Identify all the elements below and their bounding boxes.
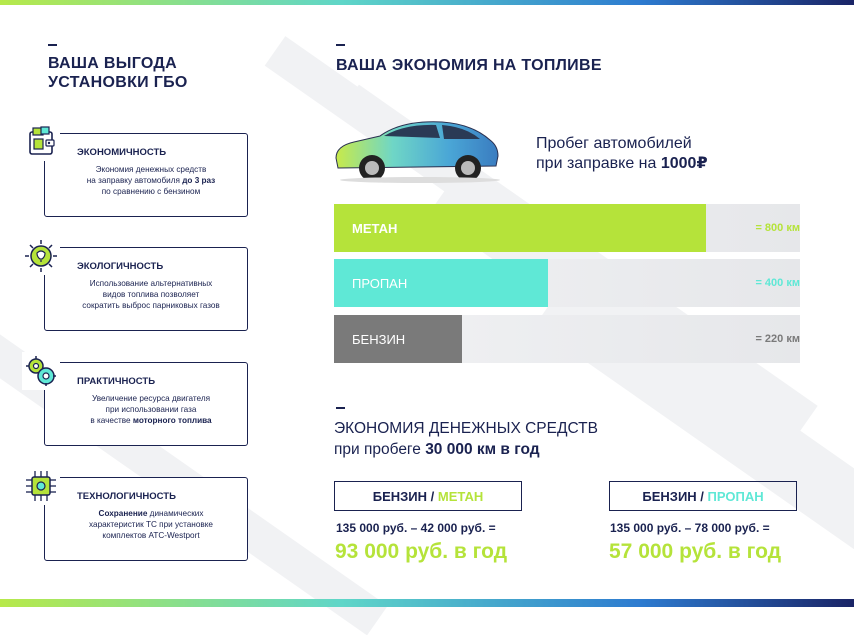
benefit-card-technology <box>44 477 248 561</box>
eco-bulb-icon <box>22 237 60 275</box>
card-title: ПРАКТИЧНОСТЬ <box>77 376 156 387</box>
compare-box-methane <box>334 481 522 511</box>
compare-fuel-b: ПРОПАН <box>707 488 764 504</box>
card-text-line: при использовании газа <box>105 405 197 414</box>
savings-text: при пробеге <box>334 441 426 458</box>
card-title: ЭКОЛОГИЧНОСТЬ <box>77 261 164 272</box>
compare-fuel-a: БЕНЗИН <box>372 488 428 504</box>
card-text-line: Использование альтернативных <box>89 279 213 288</box>
card-text <box>61 278 241 311</box>
card-text <box>61 393 241 426</box>
section-dash <box>336 407 345 409</box>
mileage-caption <box>536 134 708 174</box>
fuel-bar-label: МЕТАН <box>352 220 398 236</box>
card-text-line: Увеличение ресурса двигателя <box>91 394 211 403</box>
card-text-line: характеристик ТС при установке <box>89 520 213 529</box>
compare-sep: / <box>696 488 708 504</box>
benefits-heading-line1: ВАША ВЫГОДА <box>48 55 177 72</box>
compare-result: 93 000 руб. в год <box>335 540 508 563</box>
car-image <box>332 112 502 184</box>
fuel-bar-methane <box>334 204 706 252</box>
section-dash <box>336 44 345 46</box>
fuel-bar-label: ПРОПАН <box>352 275 408 291</box>
bg-stripe <box>0 285 388 635</box>
card-text <box>61 164 241 197</box>
benefit-card-economy <box>44 133 248 217</box>
card-text-bold: до 3 раз <box>182 176 216 185</box>
benefits-heading <box>48 54 188 92</box>
fuel-bar-value: = 800 км <box>755 222 800 234</box>
fuel-economy-heading: ВАША ЭКОНОМИЯ НА ТОПЛИВЕ <box>336 57 602 74</box>
card-text-line: по сравнению с бензином <box>101 187 201 196</box>
compare-sep: / <box>427 488 438 504</box>
bottom-gradient-bar <box>0 599 854 607</box>
savings-line1: ЭКОНОМИЯ ДЕНЕЖНЫХ СРЕДСТВ <box>334 420 598 437</box>
benefits-heading-line2: УСТАНОВКИ ГБО <box>48 74 188 91</box>
top-gradient-bar <box>0 0 854 5</box>
card-text-bold: Сохранение <box>98 509 148 518</box>
card-text-part: в качестве <box>90 416 133 425</box>
chip-icon <box>22 467 60 505</box>
card-text-line: сократить выброс парниковых газов <box>82 301 220 310</box>
card-text-line <box>61 508 241 519</box>
savings-line2 <box>334 439 598 460</box>
compare-calc: 135 000 руб. – 78 000 руб. = <box>610 521 770 535</box>
compare-calc: 135 000 руб. – 42 000 руб. = <box>336 521 496 535</box>
compare-box-propane <box>609 481 797 511</box>
mileage-line1: Пробег автомобилей <box>536 135 692 152</box>
mileage-text: при заправке на <box>536 155 661 172</box>
compare-result: 57 000 руб. в год <box>609 540 782 563</box>
card-text-line: видов топлива позволяет <box>102 290 200 299</box>
fuel-bar-value: = 400 км <box>755 277 800 289</box>
benefit-card-practicality <box>44 362 248 446</box>
mileage-amount: 1000₽ <box>660 155 708 172</box>
card-text-part: на заправку автомобиля <box>86 176 183 185</box>
card-text <box>61 508 241 541</box>
savings-heading <box>334 418 598 460</box>
card-text-line <box>61 415 241 426</box>
card-text-bold: моторного топлива <box>132 416 212 425</box>
fuel-bar-petrol <box>334 315 462 363</box>
fuel-bar-label: БЕНЗИН <box>352 331 406 347</box>
gears-icon <box>22 352 60 390</box>
fuel-bar-value: = 220 км <box>755 333 800 345</box>
fuel-bar-propane <box>334 259 548 307</box>
card-title: ТЕХНОЛОГИЧНОСТЬ <box>77 491 176 502</box>
card-title: ЭКОНОМИЧНОСТЬ <box>77 147 167 158</box>
compare-fuel-a: БЕНЗИН <box>642 488 697 504</box>
card-text-line <box>61 175 241 186</box>
benefit-card-ecology <box>44 247 248 331</box>
card-text-line: Экономия денежных средств <box>95 165 207 174</box>
card-text-part: динамических <box>147 509 204 518</box>
compare-fuel-b: МЕТАН <box>437 488 484 504</box>
card-text-line: комплектов АТС-Westport <box>102 531 200 540</box>
wallet-icon <box>22 123 60 161</box>
section-dash <box>48 44 57 46</box>
savings-distance: 30 000 км в год <box>425 441 540 458</box>
mileage-line2 <box>536 154 708 174</box>
